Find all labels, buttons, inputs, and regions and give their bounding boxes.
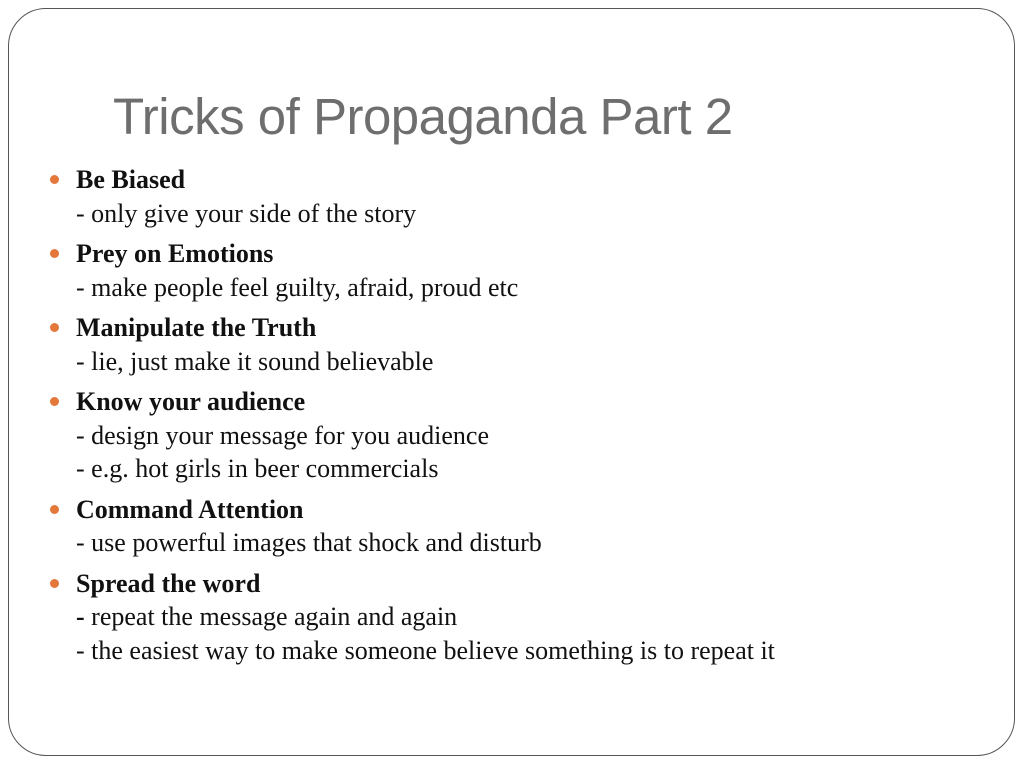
item-detail: - use powerful images that shock and disturb bbox=[76, 528, 542, 557]
bullet-icon bbox=[50, 249, 59, 258]
list-item bbox=[50, 567, 990, 668]
list-item bbox=[50, 163, 990, 230]
bullet-icon bbox=[50, 323, 59, 332]
item-heading: Know your audience bbox=[76, 387, 306, 416]
item-detail: - lie, just make it sound believable bbox=[76, 346, 434, 376]
list-item bbox=[50, 311, 990, 378]
slide-title: Tricks of Propaganda Part 2 bbox=[113, 88, 733, 145]
list-item bbox=[50, 493, 990, 560]
item-detail: - only give your side of the story bbox=[76, 198, 417, 228]
bullet-icon bbox=[50, 579, 59, 588]
bold-dash: - bbox=[76, 602, 85, 631]
item-detail: - design your message for you audience bbox=[76, 420, 489, 450]
item-heading: Spread the word bbox=[76, 568, 261, 598]
item-heading: Command Attention bbox=[76, 494, 304, 524]
bullet-icon bbox=[50, 175, 59, 184]
item-heading: Be Biased bbox=[76, 165, 186, 194]
list-item bbox=[50, 237, 990, 304]
item-detail bbox=[76, 600, 990, 634]
list-item bbox=[50, 385, 990, 486]
bullet-icon bbox=[50, 397, 59, 406]
item-detail: - make people feel guilty, afraid, proud etc bbox=[76, 272, 519, 302]
bullet-icon bbox=[50, 505, 59, 514]
bullet-list bbox=[50, 163, 990, 674]
item-detail: - e.g. hot girls in beer commercials bbox=[76, 454, 439, 483]
item-detail: - the easiest way to make someone believe something is to repeat it bbox=[76, 635, 775, 665]
item-heading: Manipulate the Truth bbox=[76, 313, 317, 342]
item-detail-text: repeat the message again and again bbox=[91, 602, 458, 631]
item-heading: Prey on Emotions bbox=[76, 239, 274, 268]
